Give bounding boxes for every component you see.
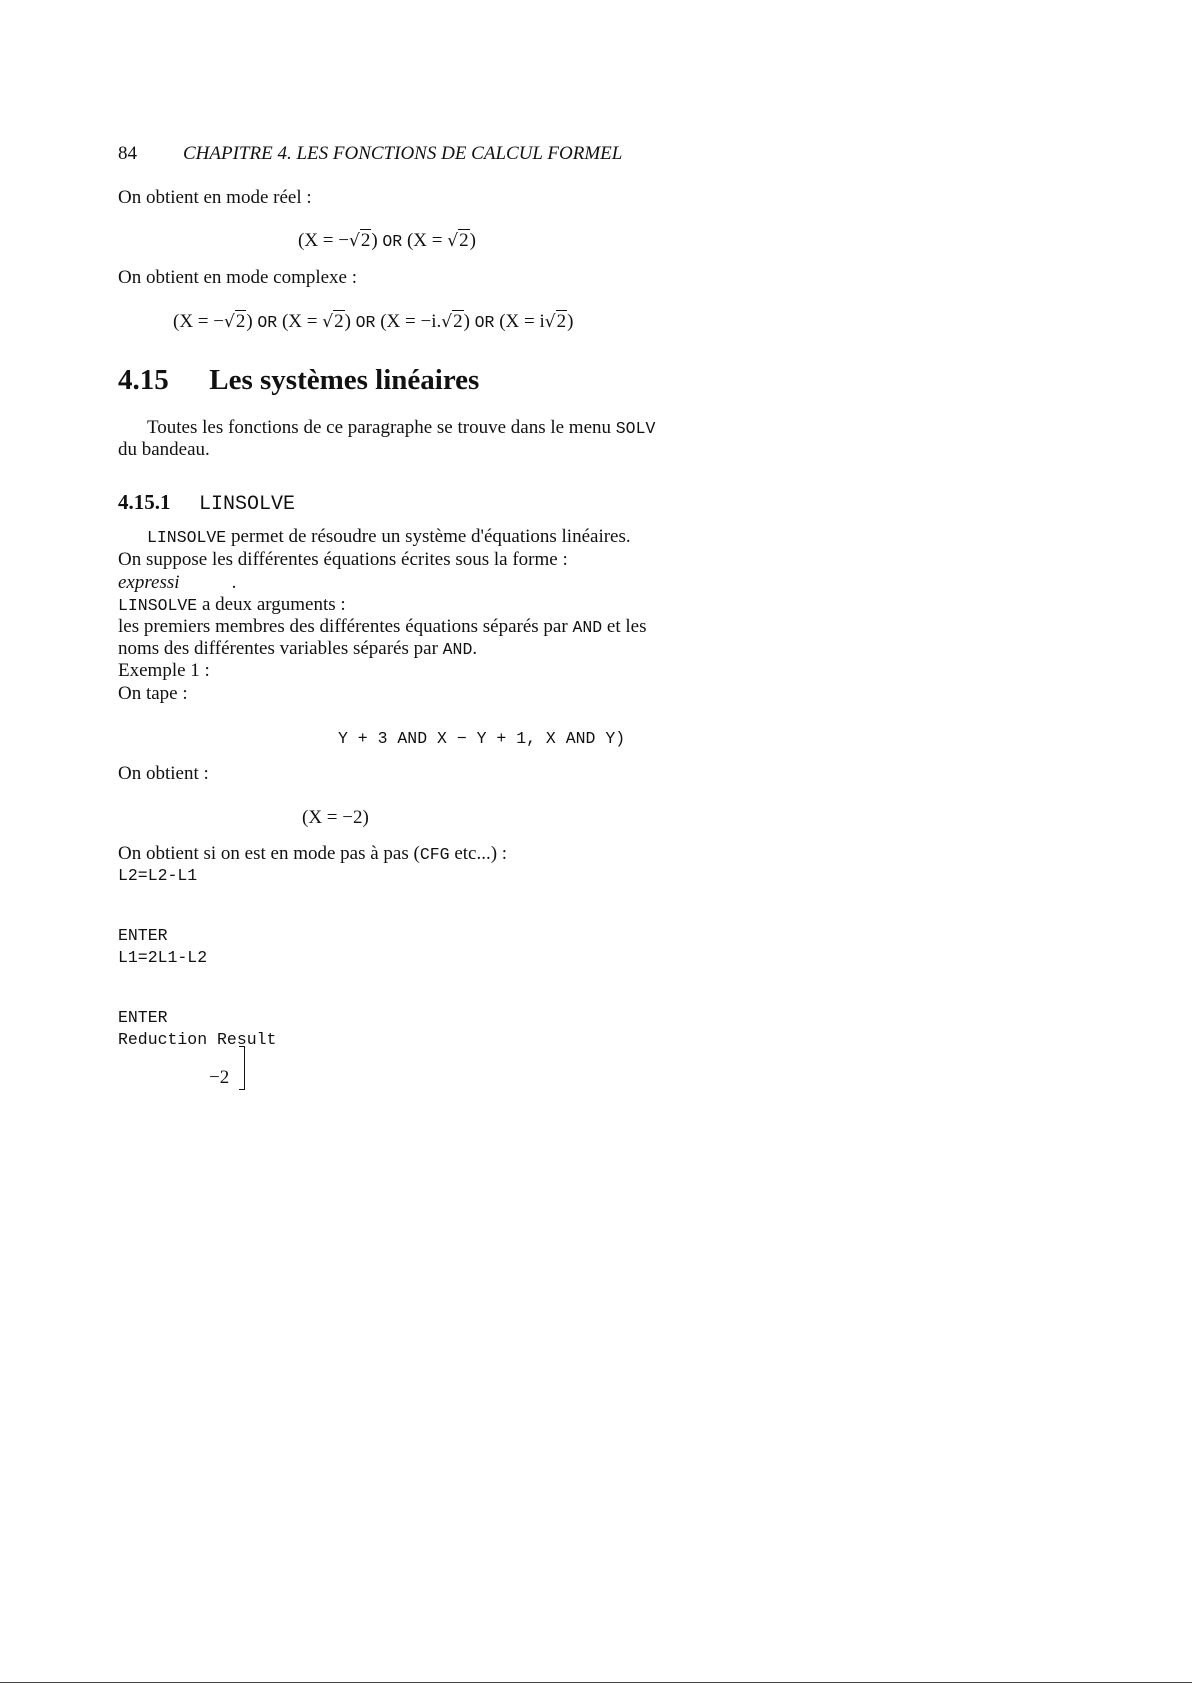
equation-result: (X = −2)	[302, 807, 369, 828]
eq-part: )	[246, 311, 253, 332]
body-text: permet de résoudre un système d'équations linéaires.	[226, 526, 631, 547]
eq-part: )	[469, 230, 476, 251]
body-text: noms des différentes variables séparés par	[118, 638, 443, 659]
sqrt-symbol: √2	[223, 311, 246, 332]
para-obtient: On obtient :	[118, 763, 209, 784]
body-line-1	[147, 525, 631, 550]
section-title: Les systèmes linéaires	[209, 364, 480, 396]
period: .	[231, 572, 237, 593]
subsection-heading	[118, 490, 295, 516]
code-line-l1: L1=2L1-L2	[118, 948, 208, 967]
or-keyword: OR	[355, 313, 376, 332]
sqrt-arg: 2	[556, 311, 567, 332]
sqrt-symbol: √2	[447, 230, 469, 251]
eq-part: (X =	[281, 311, 323, 332]
section-number: 4.15	[118, 364, 169, 396]
sqrt-symbol: √2	[322, 311, 344, 332]
code-linsolve: LINSOLVE	[118, 596, 198, 615]
body-line-8: On tape :	[118, 683, 188, 704]
body-text: On obtient si on est en mode pas à pas (	[118, 843, 420, 864]
sqrt-symbol: √2	[544, 311, 567, 332]
body-line-3	[118, 571, 236, 595]
equation-reel	[298, 230, 476, 252]
or-keyword: OR	[474, 313, 495, 332]
eq-part: )	[567, 311, 574, 332]
eq-part: (X = −	[298, 230, 349, 251]
page-number: 84	[118, 143, 137, 164]
body-text: .	[472, 638, 478, 659]
step-mode-line	[118, 842, 507, 867]
eq-part: (X = −	[173, 311, 224, 332]
code-line-reduction: Reduction Result	[118, 1030, 277, 1049]
menu-code: SOLV	[615, 419, 656, 438]
matrix-value: −2	[209, 1067, 230, 1088]
sqrt-arg: 2	[360, 230, 371, 251]
eq-part: )	[463, 311, 470, 332]
subsection-title: LINSOLVE	[199, 493, 296, 516]
body-line-7: Exemple 1 :	[118, 660, 210, 681]
eq-part: (X =	[406, 230, 448, 251]
sqrt-symbol: √2	[441, 311, 463, 332]
body-text: les premiers membres des différentes équations séparés par	[118, 616, 573, 637]
intro-text: Toutes les fonctions de ce paragraphe se trouve dans le menu	[147, 417, 616, 438]
intro-line-2: du bandeau.	[118, 439, 210, 460]
body-line-2: On suppose les différentes équations écrites sous la forme :	[118, 549, 568, 570]
italic-expression: expressi	[118, 572, 180, 593]
running-title: CHAPITRE 4. LES FONCTIONS DE CALCUL FORMEL	[183, 143, 623, 164]
code-line-enter: ENTER	[118, 1008, 168, 1027]
body-text: etc...) :	[449, 843, 508, 864]
code-cfg: CFG	[419, 845, 450, 864]
sqrt-arg: 2	[235, 311, 246, 332]
code-and: AND	[442, 640, 473, 659]
input-expression: Y + 3 AND X − Y + 1, X AND Y)	[338, 729, 626, 748]
para-mode-reel: On obtient en mode réel :	[118, 187, 312, 208]
intro-line-1	[147, 416, 655, 441]
code-linsolve: LINSOLVE	[147, 528, 227, 547]
eq-part: )	[344, 311, 351, 332]
sqrt-symbol: √2	[348, 230, 371, 251]
equation-complexe	[173, 311, 573, 333]
code-line-enter: ENTER	[118, 926, 168, 945]
sqrt-arg: 2	[334, 311, 344, 332]
eq-part: (X = −i.	[380, 311, 442, 332]
bottom-rule	[0, 1682, 1192, 1683]
or-keyword: OR	[382, 232, 403, 251]
code-line-l2: L2=L2-L1	[118, 866, 198, 885]
para-mode-complexe: On obtient en mode complexe :	[118, 267, 358, 288]
eq-part: )	[371, 230, 378, 251]
or-keyword: OR	[257, 313, 278, 332]
sqrt-arg: 2	[453, 311, 463, 332]
body-text: a deux arguments :	[197, 594, 346, 615]
equation-input	[338, 727, 625, 749]
code-and: AND	[572, 618, 603, 637]
section-heading	[118, 364, 479, 397]
sqrt-arg: 2	[459, 230, 469, 251]
subsection-number: 4.15.1	[118, 490, 171, 514]
matrix-right-bracket	[239, 1046, 245, 1090]
eq-part: (X = i	[499, 311, 545, 332]
body-text: et les	[602, 616, 647, 637]
